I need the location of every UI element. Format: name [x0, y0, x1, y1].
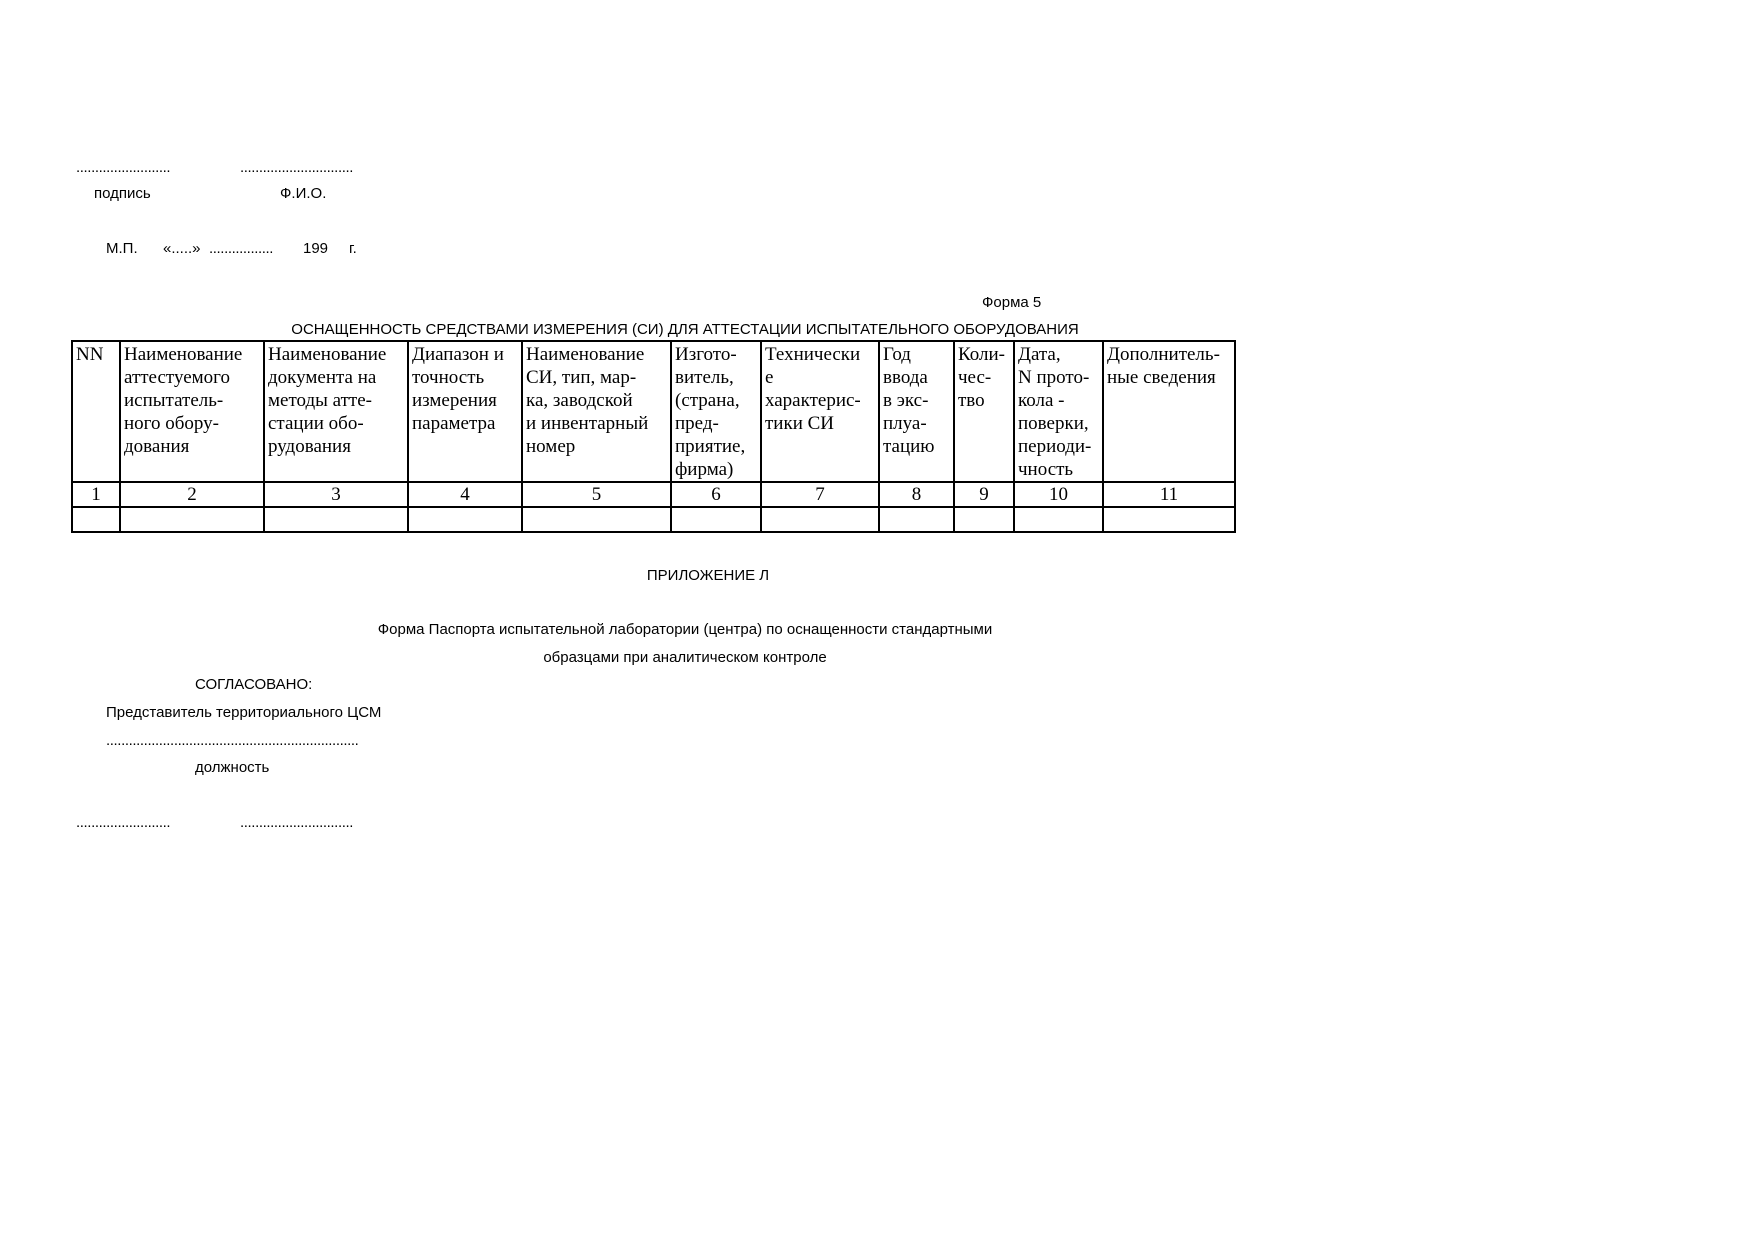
date-year-suffix: г.: [349, 240, 357, 257]
column-number: 5: [522, 482, 671, 507]
column-number: 2: [120, 482, 264, 507]
empty-cell: [120, 507, 264, 532]
empty-cell: [1014, 507, 1103, 532]
header-cell: Наименование аттестуемого испытатель- ного обору- дования: [120, 341, 264, 482]
column-number: 7: [761, 482, 879, 507]
header-cell: Наименование СИ, тип, мар- ка, заводской и инвентарный номер: [522, 341, 671, 482]
header-cell: NN: [72, 341, 120, 482]
signature-dots: .........................: [76, 159, 171, 176]
header-cell: Наименование документа на методы атте- стации обо- рудования: [264, 341, 408, 482]
empty-cell: [879, 507, 954, 532]
name-dots: ..............................: [240, 159, 354, 176]
empty-cell: [671, 507, 761, 532]
column-number: 8: [879, 482, 954, 507]
date-day: «.....»: [163, 240, 201, 257]
name-dots: ..............................: [240, 814, 354, 831]
date-month-dots: .................: [209, 240, 274, 257]
header-cell: Дата, N прото- кола - поверки, периоди- чность: [1014, 341, 1103, 482]
header-cell: Диапазон и точность измерения параметра: [408, 341, 522, 482]
equipment-table: [71, 340, 1236, 533]
agreed-label: СОГЛАСОВАНО:: [195, 676, 313, 693]
form-number-label: Форма 5: [982, 294, 1042, 311]
signature-label: подпись: [94, 185, 151, 202]
appendix-subtitle-line2: образцами при аналитическом контроле: [543, 649, 827, 666]
name-label: Ф.И.О.: [280, 185, 327, 202]
header-cell: Изгото- витель, (страна, пред- приятие, фирма): [671, 341, 761, 482]
empty-cell: [1103, 507, 1235, 532]
empty-cell: [408, 507, 522, 532]
date-year: 199: [303, 240, 329, 257]
column-number: 4: [408, 482, 522, 507]
header-cell: Технически е характерис- тики СИ: [761, 341, 879, 482]
column-number: 3: [264, 482, 408, 507]
empty-cell: [522, 507, 671, 532]
position-dots: ...................................................................: [106, 732, 359, 749]
empty-cell: [761, 507, 879, 532]
empty-cell: [264, 507, 408, 532]
empty-cell: [72, 507, 120, 532]
empty-cell: [954, 507, 1014, 532]
header-cell: Коли- чес- тво: [954, 341, 1014, 482]
table-header-row: [72, 341, 1235, 482]
column-number-row: [72, 482, 1235, 507]
representative-label: Представитель территориального ЦСМ: [106, 704, 382, 721]
header-cell: Год ввода в экс- плуа- тацию: [879, 341, 954, 482]
column-number: 10: [1014, 482, 1103, 507]
appendix-subtitle-line1: Форма Паспорта испытательной лаборатории (центра) по оснащенности стандартными: [377, 621, 993, 638]
position-label: должность: [195, 759, 270, 776]
column-number: 1: [72, 482, 120, 507]
header-cell: Дополнитель- ные сведения: [1103, 341, 1235, 482]
empty-table-row: [72, 507, 1235, 532]
stamp-label: М.П.: [106, 240, 138, 257]
signature-dots: .........................: [76, 814, 171, 831]
form-title: ОСНАЩЕННОСТЬ СРЕДСТВАМИ ИЗМЕРЕНИЯ (СИ) ДЛЯ АТТЕСТАЦИИ ИСПЫТАТЕЛЬНОГО ОБОРУДОВАНИЯ: [291, 321, 1079, 338]
column-number: 9: [954, 482, 1014, 507]
column-number: 11: [1103, 482, 1235, 507]
column-number: 6: [671, 482, 761, 507]
appendix-title: ПРИЛОЖЕНИЕ Л: [646, 567, 770, 584]
